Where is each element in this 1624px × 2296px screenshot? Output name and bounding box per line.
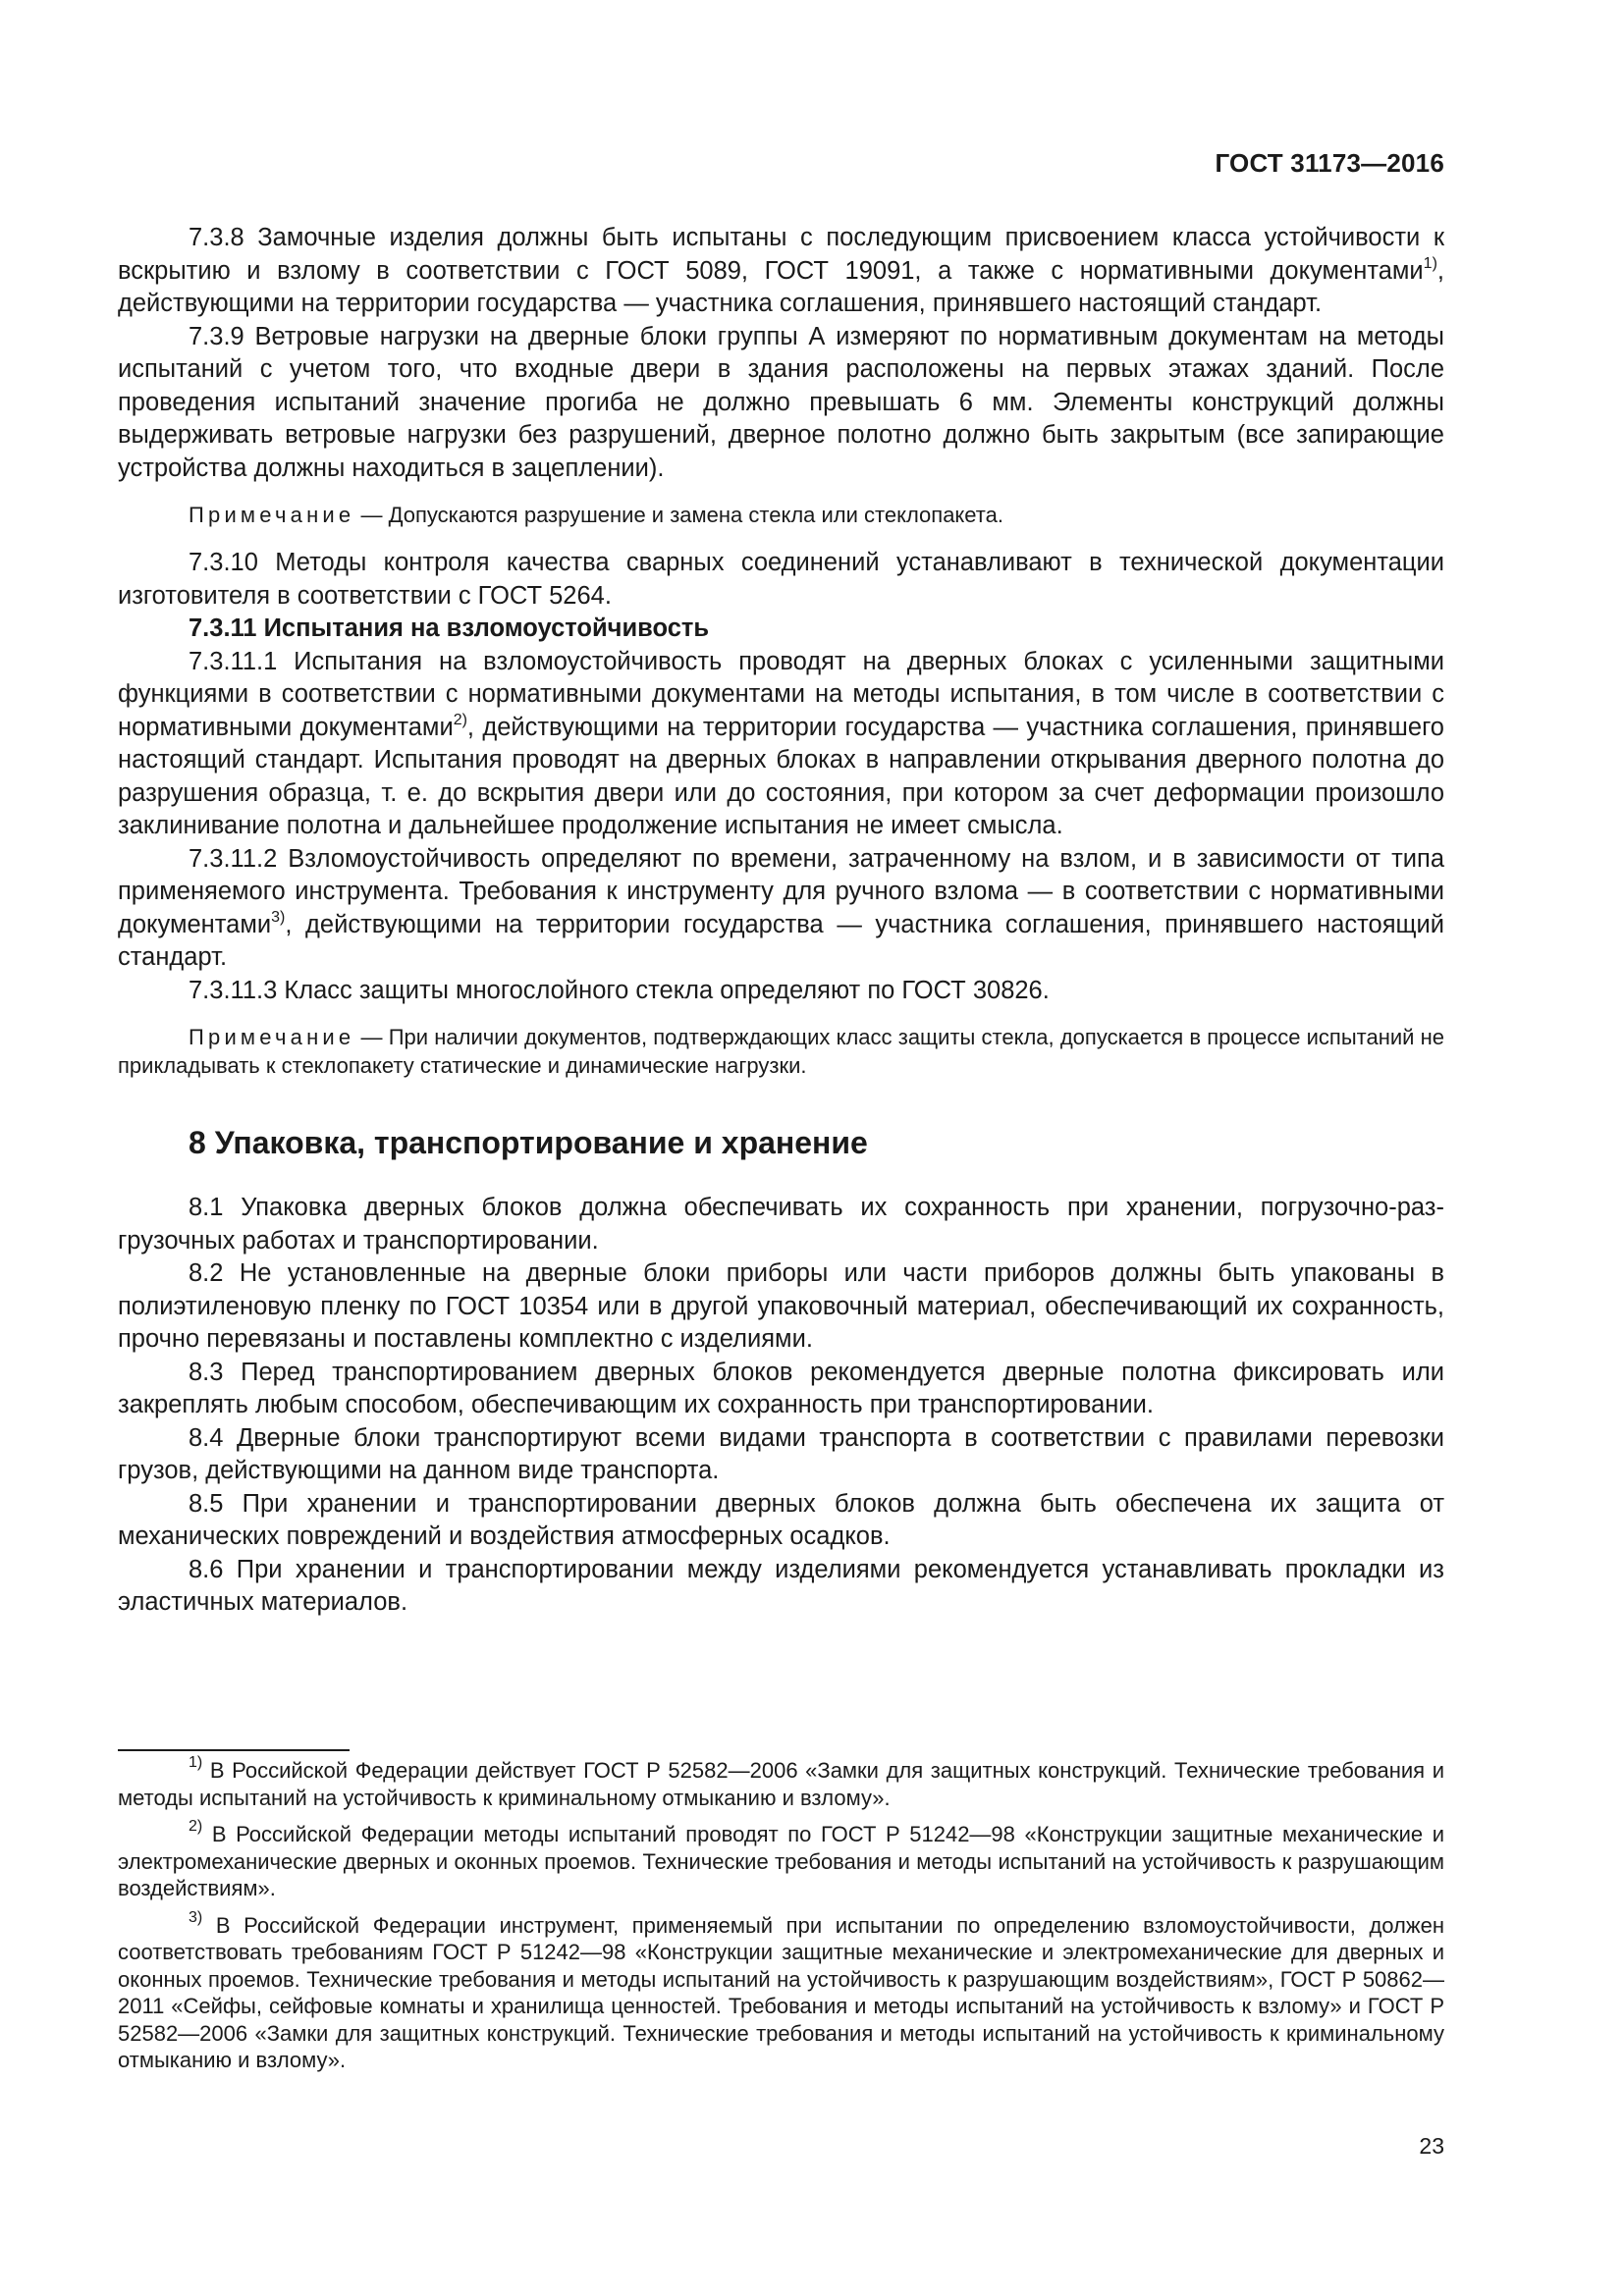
paragraph-8-2: 8.2 Не установленные на дверные блоки приборы или части приборов должны быть упакованы в полиэтиленовую пленку по ГОСТ 10354 или в другой упаковочный материал, обеспечивающий их сохранность, прочно перевязаны и поставлены комплектно с изделиями. [118,1259,1444,1353]
paragraph-7-3-9: 7.3.9 Ветровые нагрузки на дверные блоки группы А измеряют по нормативным документам на методы испытаний с учетом того, что входные двери в здания расположены на первых этажах зданий. После проведения испытаний значение прогиба не должно превышать 6 мм. Элементы конструкций должны выдерживать ветровые нагрузки без разрушений, дверное полотно должно быть закрытым (все запирающие устройства должны находиться в зацеплении). [118,322,1444,482]
page-number: 23 [1419,2133,1444,2159]
note-label: Примечание [189,1025,355,1049]
note-1: Примечание — Допускаются разрушение и замена стекла или стеклопакета. [189,503,1003,527]
note-2: Примечание — При наличии документов, подтверждающих класс защиты стекла, допускается в процессе испытаний не прикладывать к стеклопакету статические и динамические нагрузки. [118,1025,1444,1078]
footnotes [118,1754,1444,2084]
paragraph-7-3-11-3: 7.3.11.3 Класс защиты многослойного стекла определяют по ГОСТ 30826. [189,976,1050,1004]
section-heading-8: 8 Упаковка, транспортирование и хранение [189,1125,868,1160]
paragraph-8-4: 8.4 Дверные блоки транспортируют всеми видами транспорта в соответствии с правилами перевозки грузов, действующими на данном виде транспорта. [118,1423,1444,1484]
paragraph-8-1: 8.1 Упаковка дверных блоков должна обеспечивать их сохранность при хранении, погрузочно-разгрузочных работах и транспортировании. [118,1194,1444,1255]
footnote-mark: 1) [189,1754,203,1771]
main-text [118,222,1444,1620]
paragraph-7-3-10: 7.3.10 Методы контроля качества сварных соединений устанавливают в технической документации изготовителя в соответствии с ГОСТ 5264. [118,549,1444,610]
footnote-mark: 2) [189,1818,203,1835]
footnote-3: $^{3)}$ В Российской Федерации инструмент, применяемый при испытании по определению взломоустойчивости, должен соответствовать требованиям ГОСТ Р 51242—98 «Конструкции защитные механические и электромеханические для дверных и оконных проемов. Технические требования и методы испытаний на устойчивость к разрушающим воздействиям», ГОСТ Р 50862—2011 «Сейфы, сейфовые комнаты и хранилища ценностей. Требования и методы испытаний на устойчивость к взлому» и ГОСТ Р 52582—2006 «Замки для защитных конструкций. Технические требования и методы испытаний на устойчивость к криминальному отмыканию и взлому». [118,1908,1444,2072]
footnote-separator [118,1749,350,1751]
paragraph-8-3: 8.3 Перед транспортированием дверных блоков рекомендуется дверные полотна фиксировать или закреплять любым способом, обеспечивающим их сохранность при транспортировании. [118,1358,1444,1418]
document-id-header: ГОСТ 31173—2016 [1215,148,1444,178]
paragraph-7-3-11-1: 7.3.11.1 Испытания на взломоустойчивость проводят на дверных блоках с усиленными защитными функциями в соответствии с нормативными документами на методы испытания, в том числе в соответствии с нормативными документами$^{2)}$, действующими на территории государства — участника соглашения, принявшего настоящий стандарт. Испытания проводят на дверных блоках в направлении открывания дверного полотна до разрушения образца, т. е. до вскрытия двери или до состояния, при котором за счет деформации произошло заклинивание полотна и дальнейшее продолжение испытания не имеет смысла. [118,647,1444,839]
paragraph-7-3-8: 7.3.8 Замочные изделия должны быть испытаны с последующим присвоением класса устойчивости к вскрытию и взлому в соответствии с ГОСТ 5089, ГОСТ 19091, а также с нормативными документами$^{1)}$, действующими на территории государства — участника соглашения, принявшего настоящий стандарт. [118,224,1444,317]
footnote-ref-3: 3) [271,908,286,926]
note-label: Примечание [189,503,355,527]
paragraph-8-6: 8.6 При хранении и транспортировании между изделиями рекомендуется устанавливать прокладки из эластичных материалов. [118,1555,1444,1616]
paragraph-8-5: 8.5 При хранении и транспортировании дверных блоков должна быть обеспечена их защита от механических повреждений и воздействия атмосферных осадков. [118,1489,1444,1550]
footnote-ref-1: 1) [1423,254,1437,272]
footnote-mark: 3) [189,1908,203,1926]
paragraph-7-3-11-2: 7.3.11.2 Взломоустойчивость определяют по времени, затраченному на взлом, и в зависимости от типа применяемого инструмента. Требования к инструменту для ручного взлома — в соответствии с нормативными документами$^{3)}$, действующими на территории государства — участника соглашения, принявшего настоящий стандарт. [118,844,1444,971]
subsection-heading-7-3-11: 7.3.11 Испытания на взломоустойчивость [189,614,710,642]
footnote-ref-2: 2) [453,711,467,728]
footnote-1: $^{1)}$ В Российской Федерации действует ГОСТ Р 52582—2006 «Замки для защитных конструкций. Технические требования и методы испытаний на устойчивость к криминальному отмыканию и взлому». [118,1754,1444,1810]
footnote-2: $^{2)}$ В Российской Федерации методы испытаний проводят по ГОСТ Р 51242—98 «Конструкции защитные механические и электромеханические дверных и оконных проемов. Технические требования и методы испытаний на устойчивость к разрушающим воздействиям». [118,1818,1444,1900]
